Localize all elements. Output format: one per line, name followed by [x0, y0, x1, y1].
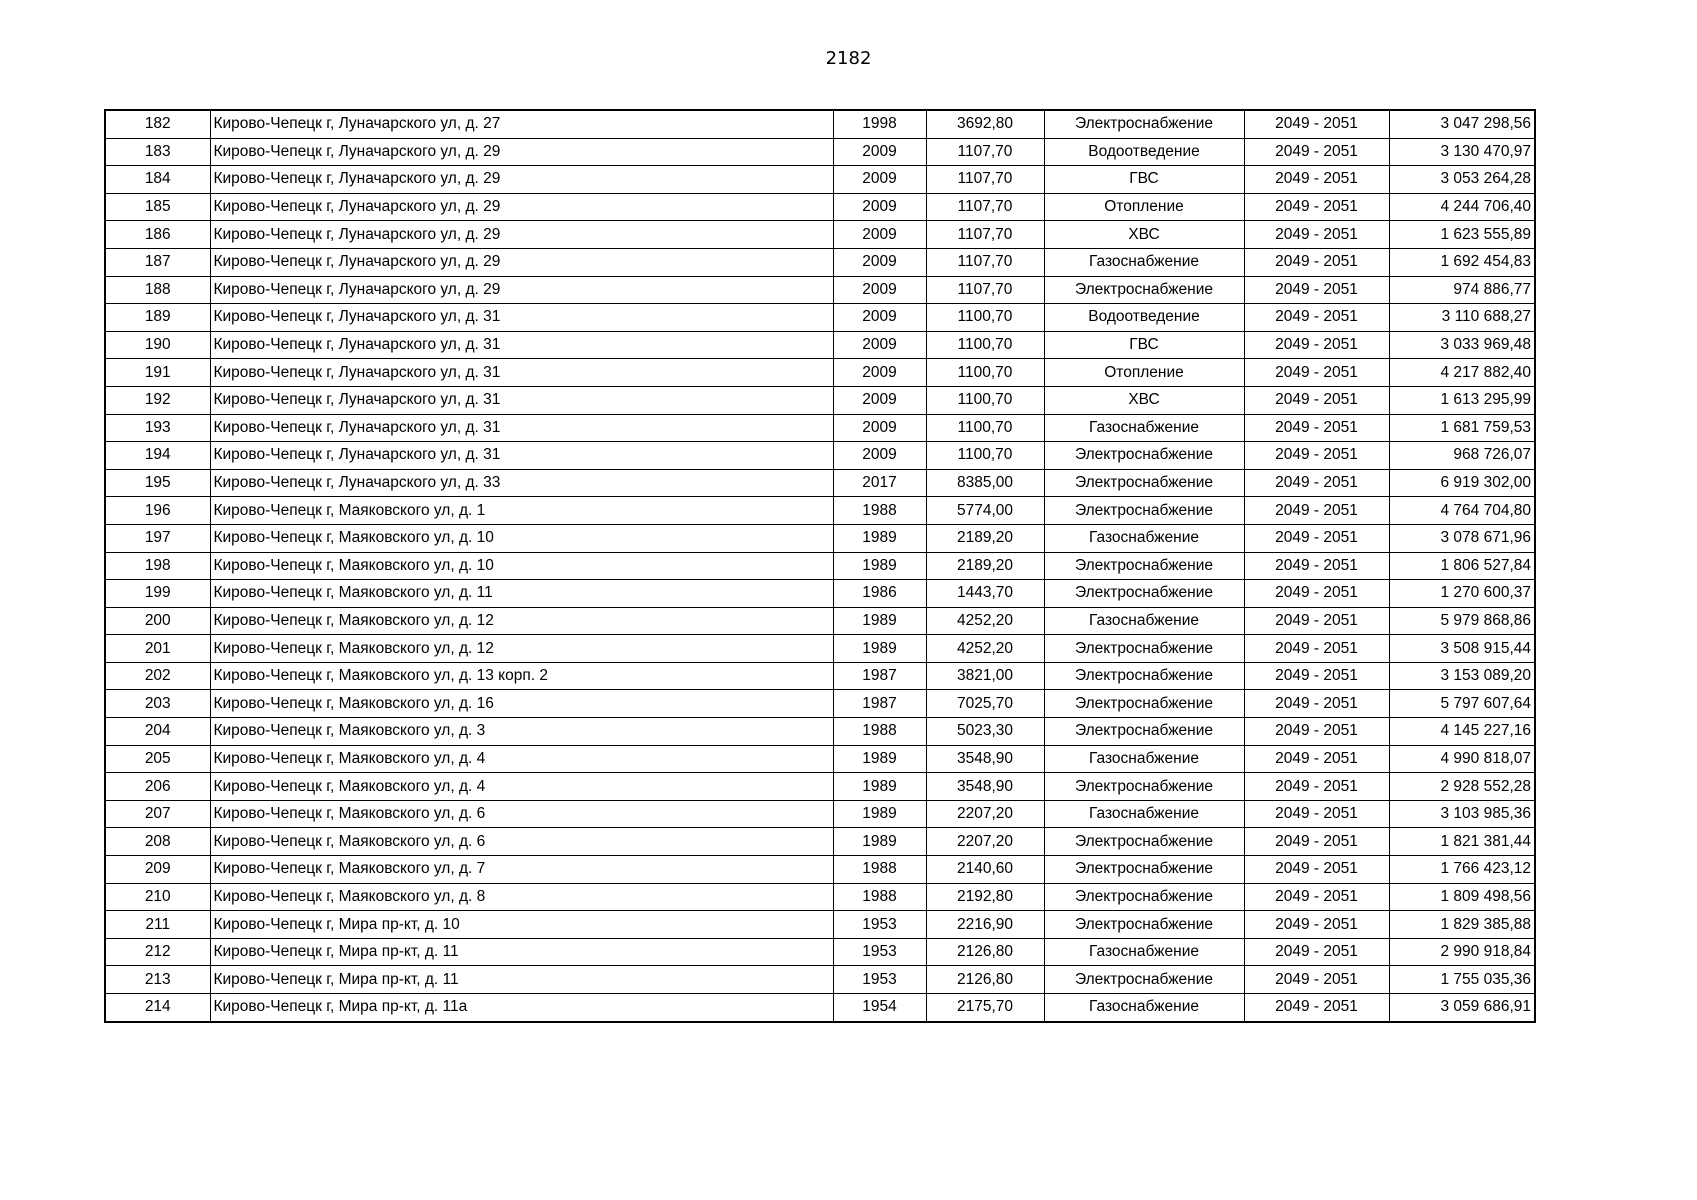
- year-cell: 2017: [833, 469, 926, 497]
- address-cell: Кирово-Чепецк г, Маяковского ул, д. 16: [210, 690, 833, 718]
- year-cell: 2009: [833, 414, 926, 442]
- period-cell: 2049 - 2051: [1244, 856, 1389, 884]
- address-cell: Кирово-Чепецк г, Луначарского ул, д. 29: [210, 138, 833, 166]
- system-type-cell: Отопление: [1044, 359, 1244, 387]
- period-cell: 2049 - 2051: [1244, 800, 1389, 828]
- table-row: [105, 773, 1535, 801]
- address-cell: Кирово-Чепецк г, Луначарского ул, д. 29: [210, 166, 833, 194]
- cost-cell: 968 726,07: [1389, 442, 1535, 470]
- area-cell: 1107,70: [926, 166, 1044, 194]
- year-cell: 2009: [833, 248, 926, 276]
- system-type-cell: Электроснабжение: [1044, 662, 1244, 690]
- area-cell: 1107,70: [926, 276, 1044, 304]
- row-number-cell: 196: [105, 497, 210, 525]
- table-row: [105, 966, 1535, 994]
- table-row: [105, 442, 1535, 470]
- area-cell: 1443,70: [926, 580, 1044, 608]
- period-cell: 2049 - 2051: [1244, 635, 1389, 663]
- area-cell: 1100,70: [926, 386, 1044, 414]
- year-cell: 1989: [833, 607, 926, 635]
- cost-cell: 5 979 868,86: [1389, 607, 1535, 635]
- address-cell: Кирово-Чепецк г, Луначарского ул, д. 31: [210, 442, 833, 470]
- table-row: [105, 110, 1535, 138]
- system-type-cell: Водоотведение: [1044, 304, 1244, 332]
- row-number-cell: 201: [105, 635, 210, 663]
- system-type-cell: Электроснабжение: [1044, 718, 1244, 746]
- area-cell: 4252,20: [926, 635, 1044, 663]
- cost-cell: 3 047 298,56: [1389, 110, 1535, 138]
- table-row: [105, 386, 1535, 414]
- year-cell: 1988: [833, 497, 926, 525]
- area-cell: 2140,60: [926, 856, 1044, 884]
- period-cell: 2049 - 2051: [1244, 690, 1389, 718]
- period-cell: 2049 - 2051: [1244, 442, 1389, 470]
- row-number-cell: 205: [105, 745, 210, 773]
- system-type-cell: ГВС: [1044, 166, 1244, 194]
- registry-table: [104, 109, 1536, 1023]
- year-cell: 1987: [833, 690, 926, 718]
- table-row: [105, 276, 1535, 304]
- table-row: [105, 138, 1535, 166]
- address-cell: Кирово-Чепецк г, Мира пр-кт, д. 11: [210, 938, 833, 966]
- area-cell: 3692,80: [926, 110, 1044, 138]
- area-cell: 7025,70: [926, 690, 1044, 718]
- row-number-cell: 197: [105, 524, 210, 552]
- cost-cell: 4 217 882,40: [1389, 359, 1535, 387]
- address-cell: Кирово-Чепецк г, Луначарского ул, д. 31: [210, 304, 833, 332]
- address-cell: Кирово-Чепецк г, Мира пр-кт, д. 11: [210, 966, 833, 994]
- address-cell: Кирово-Чепецк г, Маяковского ул, д. 12: [210, 607, 833, 635]
- period-cell: 2049 - 2051: [1244, 773, 1389, 801]
- table-row: [105, 248, 1535, 276]
- cost-cell: 4 764 704,80: [1389, 497, 1535, 525]
- area-cell: 2189,20: [926, 552, 1044, 580]
- year-cell: 1953: [833, 966, 926, 994]
- table-row: [105, 911, 1535, 939]
- row-number-cell: 209: [105, 856, 210, 884]
- area-cell: 1107,70: [926, 193, 1044, 221]
- system-type-cell: Электроснабжение: [1044, 580, 1244, 608]
- system-type-cell: Электроснабжение: [1044, 773, 1244, 801]
- area-cell: 2207,20: [926, 800, 1044, 828]
- row-number-cell: 195: [105, 469, 210, 497]
- table-row: [105, 193, 1535, 221]
- area-cell: 4252,20: [926, 607, 1044, 635]
- row-number-cell: 194: [105, 442, 210, 470]
- area-cell: 3548,90: [926, 773, 1044, 801]
- system-type-cell: ХВС: [1044, 221, 1244, 249]
- area-cell: 2175,70: [926, 994, 1044, 1022]
- area-cell: 1100,70: [926, 414, 1044, 442]
- address-cell: Кирово-Чепецк г, Маяковского ул, д. 7: [210, 856, 833, 884]
- cost-cell: 3 059 686,91: [1389, 994, 1535, 1022]
- address-cell: Кирово-Чепецк г, Луначарского ул, д. 29: [210, 221, 833, 249]
- table-row: [105, 718, 1535, 746]
- address-cell: Кирово-Чепецк г, Мира пр-кт, д. 11а: [210, 994, 833, 1022]
- area-cell: 1100,70: [926, 331, 1044, 359]
- period-cell: 2049 - 2051: [1244, 524, 1389, 552]
- period-cell: 2049 - 2051: [1244, 580, 1389, 608]
- address-cell: Кирово-Чепецк г, Маяковского ул, д. 3: [210, 718, 833, 746]
- period-cell: 2049 - 2051: [1244, 662, 1389, 690]
- period-cell: 2049 - 2051: [1244, 304, 1389, 332]
- table-row: [105, 690, 1535, 718]
- cost-cell: 2 928 552,28: [1389, 773, 1535, 801]
- area-cell: 2207,20: [926, 828, 1044, 856]
- period-cell: 2049 - 2051: [1244, 607, 1389, 635]
- cost-cell: 1 829 385,88: [1389, 911, 1535, 939]
- period-cell: 2049 - 2051: [1244, 359, 1389, 387]
- year-cell: 2009: [833, 331, 926, 359]
- area-cell: 2192,80: [926, 883, 1044, 911]
- system-type-cell: Электроснабжение: [1044, 856, 1244, 884]
- period-cell: 2049 - 2051: [1244, 276, 1389, 304]
- row-number-cell: 183: [105, 138, 210, 166]
- cost-cell: 3 153 089,20: [1389, 662, 1535, 690]
- address-cell: Кирово-Чепецк г, Луначарского ул, д. 31: [210, 331, 833, 359]
- cost-cell: 2 990 918,84: [1389, 938, 1535, 966]
- area-cell: 1107,70: [926, 138, 1044, 166]
- area-cell: 2126,80: [926, 938, 1044, 966]
- row-number-cell: 204: [105, 718, 210, 746]
- period-cell: 2049 - 2051: [1244, 221, 1389, 249]
- area-cell: 1100,70: [926, 359, 1044, 387]
- year-cell: 1987: [833, 662, 926, 690]
- cost-cell: 1 766 423,12: [1389, 856, 1535, 884]
- row-number-cell: 192: [105, 386, 210, 414]
- year-cell: 1988: [833, 883, 926, 911]
- address-cell: Кирово-Чепецк г, Луначарского ул, д. 33: [210, 469, 833, 497]
- system-type-cell: Электроснабжение: [1044, 469, 1244, 497]
- table-row: [105, 359, 1535, 387]
- system-type-cell: Отопление: [1044, 193, 1244, 221]
- period-cell: 2049 - 2051: [1244, 138, 1389, 166]
- row-number-cell: 210: [105, 883, 210, 911]
- table-row: [105, 497, 1535, 525]
- table-row: [105, 414, 1535, 442]
- system-type-cell: Газоснабжение: [1044, 745, 1244, 773]
- row-number-cell: 199: [105, 580, 210, 608]
- row-number-cell: 202: [105, 662, 210, 690]
- table-row: [105, 607, 1535, 635]
- area-cell: 2189,20: [926, 524, 1044, 552]
- year-cell: 1989: [833, 828, 926, 856]
- year-cell: 1953: [833, 911, 926, 939]
- row-number-cell: 191: [105, 359, 210, 387]
- cost-cell: 1 270 600,37: [1389, 580, 1535, 608]
- address-cell: Кирово-Чепецк г, Луначарского ул, д. 29: [210, 248, 833, 276]
- system-type-cell: Электроснабжение: [1044, 497, 1244, 525]
- row-number-cell: 186: [105, 221, 210, 249]
- year-cell: 2009: [833, 304, 926, 332]
- address-cell: Кирово-Чепецк г, Маяковского ул, д. 6: [210, 800, 833, 828]
- table-row: [105, 331, 1535, 359]
- year-cell: 1988: [833, 856, 926, 884]
- cost-cell: 1 692 454,83: [1389, 248, 1535, 276]
- year-cell: 2009: [833, 359, 926, 387]
- period-cell: 2049 - 2051: [1244, 248, 1389, 276]
- address-cell: Кирово-Чепецк г, Маяковского ул, д. 10: [210, 552, 833, 580]
- table-row: [105, 580, 1535, 608]
- row-number-cell: 200: [105, 607, 210, 635]
- cost-cell: 1 806 527,84: [1389, 552, 1535, 580]
- system-type-cell: Газоснабжение: [1044, 248, 1244, 276]
- row-number-cell: 211: [105, 911, 210, 939]
- area-cell: 3548,90: [926, 745, 1044, 773]
- system-type-cell: Газоснабжение: [1044, 524, 1244, 552]
- system-type-cell: Электроснабжение: [1044, 883, 1244, 911]
- year-cell: 1989: [833, 745, 926, 773]
- system-type-cell: Электроснабжение: [1044, 442, 1244, 470]
- year-cell: 2009: [833, 386, 926, 414]
- address-cell: Кирово-Чепецк г, Луначарского ул, д. 27: [210, 110, 833, 138]
- area-cell: 1107,70: [926, 248, 1044, 276]
- table-row: [105, 166, 1535, 194]
- year-cell: 2009: [833, 193, 926, 221]
- system-type-cell: Электроснабжение: [1044, 966, 1244, 994]
- period-cell: 2049 - 2051: [1244, 994, 1389, 1022]
- row-number-cell: 213: [105, 966, 210, 994]
- system-type-cell: ХВС: [1044, 386, 1244, 414]
- area-cell: 5774,00: [926, 497, 1044, 525]
- area-cell: 1100,70: [926, 304, 1044, 332]
- row-number-cell: 190: [105, 331, 210, 359]
- table-row: [105, 883, 1535, 911]
- table-row: [105, 828, 1535, 856]
- year-cell: 1988: [833, 718, 926, 746]
- period-cell: 2049 - 2051: [1244, 938, 1389, 966]
- table-row: [105, 524, 1535, 552]
- area-cell: 8385,00: [926, 469, 1044, 497]
- table-row: [105, 938, 1535, 966]
- period-cell: 2049 - 2051: [1244, 966, 1389, 994]
- area-cell: 2126,80: [926, 966, 1044, 994]
- year-cell: 2009: [833, 276, 926, 304]
- period-cell: 2049 - 2051: [1244, 469, 1389, 497]
- row-number-cell: 185: [105, 193, 210, 221]
- area-cell: 2216,90: [926, 911, 1044, 939]
- year-cell: 1953: [833, 938, 926, 966]
- cost-cell: 5 797 607,64: [1389, 690, 1535, 718]
- table-row: [105, 745, 1535, 773]
- year-cell: 2009: [833, 138, 926, 166]
- row-number-cell: 206: [105, 773, 210, 801]
- address-cell: Кирово-Чепецк г, Маяковского ул, д. 10: [210, 524, 833, 552]
- period-cell: 2049 - 2051: [1244, 331, 1389, 359]
- year-cell: 2009: [833, 221, 926, 249]
- system-type-cell: Газоснабжение: [1044, 607, 1244, 635]
- period-cell: 2049 - 2051: [1244, 911, 1389, 939]
- period-cell: 2049 - 2051: [1244, 497, 1389, 525]
- row-number-cell: 193: [105, 414, 210, 442]
- address-cell: Кирово-Чепецк г, Луначарского ул, д. 31: [210, 386, 833, 414]
- table-row: [105, 856, 1535, 884]
- system-type-cell: Электроснабжение: [1044, 276, 1244, 304]
- year-cell: 2009: [833, 442, 926, 470]
- table-row: [105, 662, 1535, 690]
- period-cell: 2049 - 2051: [1244, 883, 1389, 911]
- cost-cell: 1 681 759,53: [1389, 414, 1535, 442]
- system-type-cell: Водоотведение: [1044, 138, 1244, 166]
- address-cell: Кирово-Чепецк г, Маяковского ул, д. 4: [210, 773, 833, 801]
- table-row: [105, 221, 1535, 249]
- year-cell: 1986: [833, 580, 926, 608]
- cost-cell: 6 919 302,00: [1389, 469, 1535, 497]
- row-number-cell: 214: [105, 994, 210, 1022]
- row-number-cell: 208: [105, 828, 210, 856]
- table-body: [105, 110, 1535, 1022]
- page-number: 2182: [825, 48, 872, 69]
- row-number-cell: 207: [105, 800, 210, 828]
- address-cell: Кирово-Чепецк г, Маяковского ул, д. 8: [210, 883, 833, 911]
- cost-cell: 3 130 470,97: [1389, 138, 1535, 166]
- address-cell: Кирово-Чепецк г, Мира пр-кт, д. 10: [210, 911, 833, 939]
- system-type-cell: Электроснабжение: [1044, 828, 1244, 856]
- address-cell: Кирово-Чепецк г, Луначарского ул, д. 31: [210, 414, 833, 442]
- year-cell: 1954: [833, 994, 926, 1022]
- period-cell: 2049 - 2051: [1244, 386, 1389, 414]
- area-cell: 3821,00: [926, 662, 1044, 690]
- system-type-cell: Электроснабжение: [1044, 911, 1244, 939]
- table-row: [105, 469, 1535, 497]
- address-cell: Кирово-Чепецк г, Луначарского ул, д. 31: [210, 359, 833, 387]
- period-cell: 2049 - 2051: [1244, 552, 1389, 580]
- cost-cell: 1 809 498,56: [1389, 883, 1535, 911]
- address-cell: Кирово-Чепецк г, Маяковского ул, д. 4: [210, 745, 833, 773]
- address-cell: Кирово-Чепецк г, Маяковского ул, д. 13 корп. 2: [210, 662, 833, 690]
- row-number-cell: 182: [105, 110, 210, 138]
- table-row: [105, 552, 1535, 580]
- table-row: [105, 635, 1535, 663]
- system-type-cell: Газоснабжение: [1044, 414, 1244, 442]
- cost-cell: 3 078 671,96: [1389, 524, 1535, 552]
- row-number-cell: 203: [105, 690, 210, 718]
- system-type-cell: ГВС: [1044, 331, 1244, 359]
- table-row: [105, 800, 1535, 828]
- cost-cell: 3 053 264,28: [1389, 166, 1535, 194]
- address-cell: Кирово-Чепецк г, Луначарского ул, д. 29: [210, 193, 833, 221]
- period-cell: 2049 - 2051: [1244, 166, 1389, 194]
- row-number-cell: 187: [105, 248, 210, 276]
- cost-cell: 1 613 295,99: [1389, 386, 1535, 414]
- row-number-cell: 188: [105, 276, 210, 304]
- address-cell: Кирово-Чепецк г, Маяковского ул, д. 1: [210, 497, 833, 525]
- cost-cell: 3 508 915,44: [1389, 635, 1535, 663]
- cost-cell: 3 103 985,36: [1389, 800, 1535, 828]
- period-cell: 2049 - 2051: [1244, 193, 1389, 221]
- area-cell: 1107,70: [926, 221, 1044, 249]
- address-cell: Кирово-Чепецк г, Маяковского ул, д. 11: [210, 580, 833, 608]
- system-type-cell: Газоснабжение: [1044, 994, 1244, 1022]
- area-cell: 5023,30: [926, 718, 1044, 746]
- table-row: [105, 304, 1535, 332]
- year-cell: 1989: [833, 635, 926, 663]
- system-type-cell: Газоснабжение: [1044, 800, 1244, 828]
- address-cell: Кирово-Чепецк г, Маяковского ул, д. 12: [210, 635, 833, 663]
- period-cell: 2049 - 2051: [1244, 828, 1389, 856]
- system-type-cell: Электроснабжение: [1044, 635, 1244, 663]
- row-number-cell: 198: [105, 552, 210, 580]
- period-cell: 2049 - 2051: [1244, 414, 1389, 442]
- area-cell: 1100,70: [926, 442, 1044, 470]
- cost-cell: 1 755 035,36: [1389, 966, 1535, 994]
- system-type-cell: Электроснабжение: [1044, 110, 1244, 138]
- cost-cell: 4 145 227,16: [1389, 718, 1535, 746]
- cost-cell: 3 033 969,48: [1389, 331, 1535, 359]
- row-number-cell: 184: [105, 166, 210, 194]
- table-row: [105, 994, 1535, 1022]
- cost-cell: 4 244 706,40: [1389, 193, 1535, 221]
- address-cell: Кирово-Чепецк г, Луначарского ул, д. 29: [210, 276, 833, 304]
- year-cell: 2009: [833, 166, 926, 194]
- system-type-cell: Электроснабжение: [1044, 690, 1244, 718]
- cost-cell: 3 110 688,27: [1389, 304, 1535, 332]
- year-cell: 1989: [833, 552, 926, 580]
- system-type-cell: Газоснабжение: [1044, 938, 1244, 966]
- period-cell: 2049 - 2051: [1244, 745, 1389, 773]
- row-number-cell: 189: [105, 304, 210, 332]
- cost-cell: 4 990 818,07: [1389, 745, 1535, 773]
- period-cell: 2049 - 2051: [1244, 718, 1389, 746]
- year-cell: 1989: [833, 773, 926, 801]
- address-cell: Кирово-Чепецк г, Маяковского ул, д. 6: [210, 828, 833, 856]
- cost-cell: 1 623 555,89: [1389, 221, 1535, 249]
- row-number-cell: 212: [105, 938, 210, 966]
- system-type-cell: Электроснабжение: [1044, 552, 1244, 580]
- year-cell: 1998: [833, 110, 926, 138]
- year-cell: 1989: [833, 800, 926, 828]
- period-cell: 2049 - 2051: [1244, 110, 1389, 138]
- year-cell: 1989: [833, 524, 926, 552]
- cost-cell: 1 821 381,44: [1389, 828, 1535, 856]
- cost-cell: 974 886,77: [1389, 276, 1535, 304]
